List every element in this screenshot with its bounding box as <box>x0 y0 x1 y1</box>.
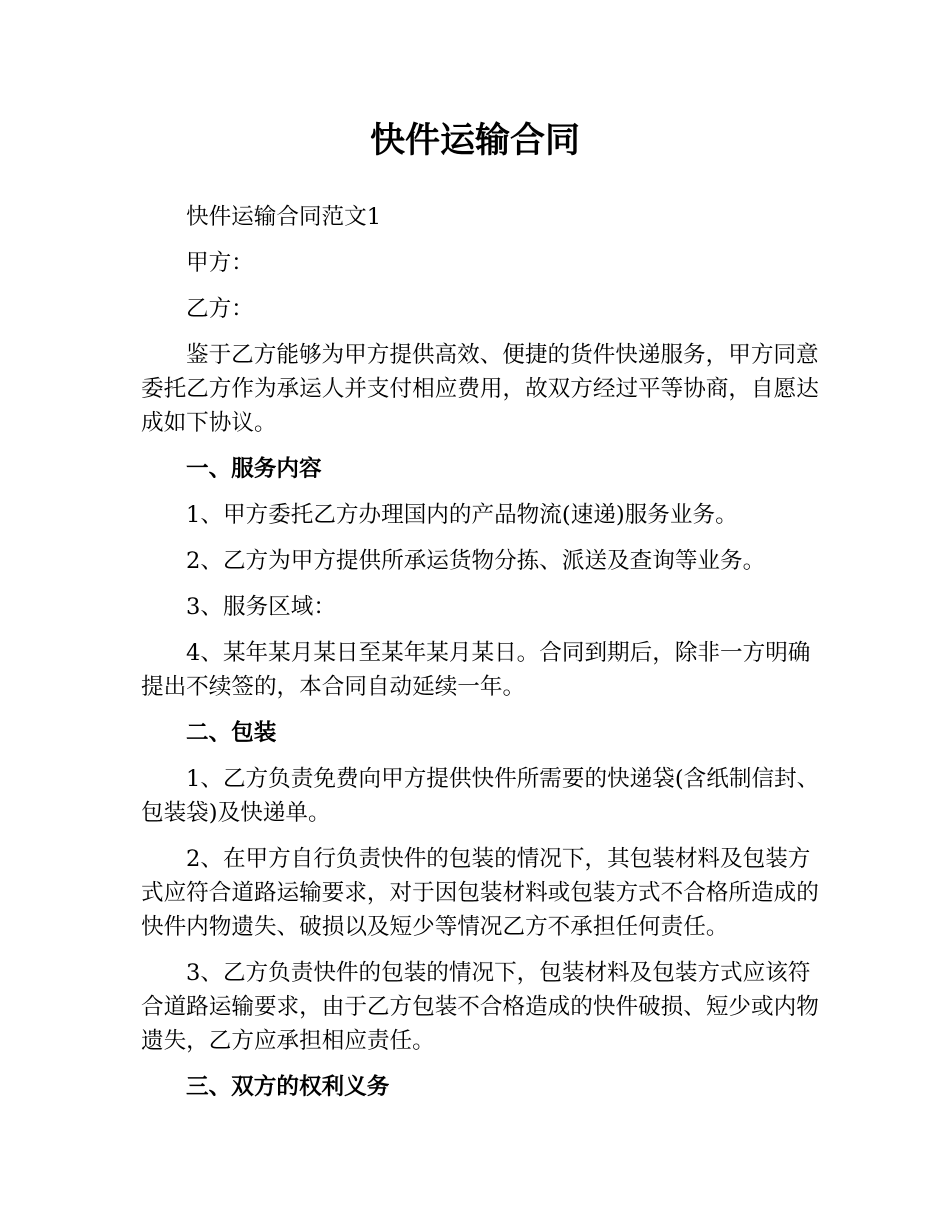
section-heading-service: 一、服务内容 <box>186 456 322 482</box>
paragraph-party-a: 甲方： <box>186 250 254 276</box>
paragraph-packaging-1: 1、乙方负责免费向甲方提供快件所需要的快递袋(含纸制信封、包装袋)及快递单。 <box>141 766 820 826</box>
paragraph-packaging-3: 3、乙方负责快件的包装的情况下，包装材料及包装方式应该符合道路运输要求，由于乙方包装不合格造成的快件破损、短少或内物遗失，乙方应承担相应责任。 <box>141 960 819 1054</box>
paragraph-preamble: 鉴于乙方能够为甲方提供高效、便捷的货件快递服务，甲方同意委托乙方作为承运人并支付相应费用，故双方经过平等协商，自愿达成如下协议。 <box>141 342 819 436</box>
paragraph-sample-label: 快件运输合同范文1 <box>186 204 382 230</box>
paragraph-packaging-2: 2、在甲方自行负责快件的包装的情况下，其包装材料及包装方式应符合道路运输要求，对于因包装材料或包装方式不合格所造成的快件内物遗失、破损以及短少等情况乙方不承担任何责任。 <box>141 846 819 940</box>
document-title: 快件运输合同 <box>369 121 580 161</box>
paragraph-service-4: 4、某年某月某日至某年某月某日。合同到期后，除非一方明确提出不续签的，本合同自动延续一年。 <box>141 640 811 700</box>
paragraph-service-3: 3、服务区域： <box>186 594 336 620</box>
document-body <box>141 200 826 1116</box>
section-heading-packaging: 二、包装 <box>186 720 277 746</box>
paragraph-party-b: 乙方： <box>186 296 254 322</box>
paragraph-service-2: 2、乙方为甲方提供所承运货物分拣、派送及查询等业务。 <box>186 548 766 574</box>
paragraph-service-1: 1、甲方委托乙方办理国内的产品物流(速递)服务业务。 <box>186 502 738 528</box>
section-heading-rights: 三、双方的权利义务 <box>186 1074 390 1100</box>
